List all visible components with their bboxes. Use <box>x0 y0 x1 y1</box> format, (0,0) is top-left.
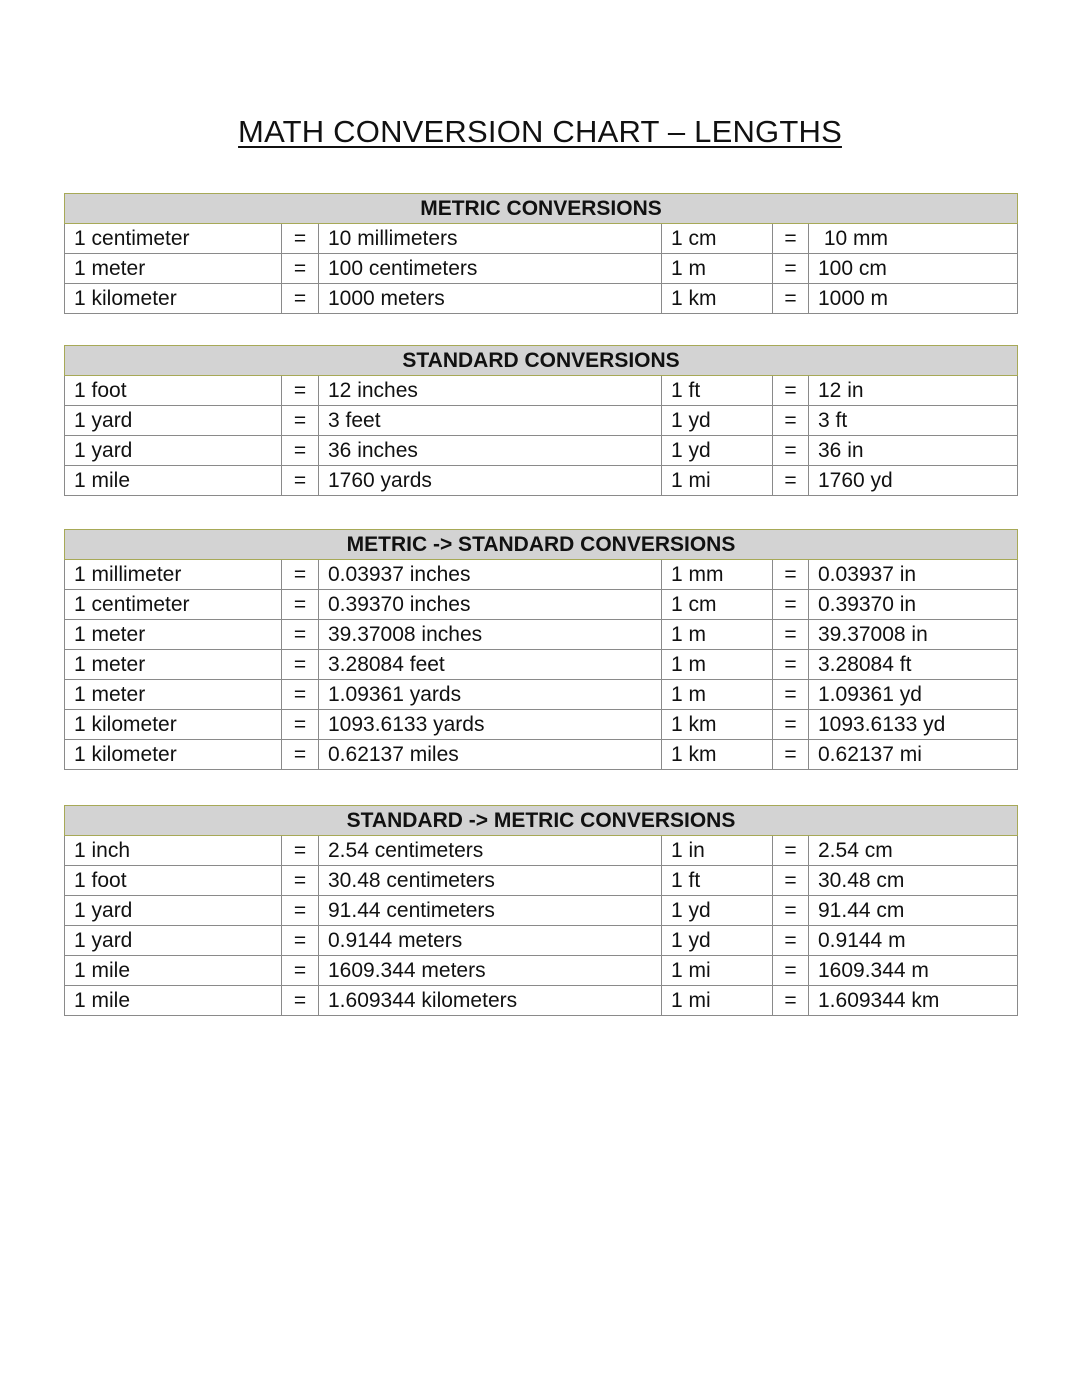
section-heading: STANDARD -> METRIC CONVERSIONS <box>65 806 1018 836</box>
table-row <box>65 866 1018 896</box>
equals-sign: = <box>773 986 809 1016</box>
equals-sign: = <box>773 376 809 406</box>
unit-name: 1 mile <box>65 956 282 986</box>
table-row <box>65 740 1018 770</box>
unit-value: 1093.6133 yards <box>319 710 662 740</box>
unit-abbr: 1 km <box>662 710 773 740</box>
unit-abbr: 1 yd <box>662 406 773 436</box>
unit-value: 1.09361 yards <box>319 680 662 710</box>
unit-value: 0.9144 meters <box>319 926 662 956</box>
equals-sign: = <box>773 836 809 866</box>
table-row <box>65 406 1018 436</box>
abbr-value: 12 in <box>809 376 1018 406</box>
equals-sign: = <box>773 590 809 620</box>
unit-value: 2.54 centimeters <box>319 836 662 866</box>
unit-abbr: 1 m <box>662 650 773 680</box>
unit-name: 1 mile <box>65 466 282 496</box>
abbr-value: 100 cm <box>809 254 1018 284</box>
table-row <box>65 986 1018 1016</box>
equals-sign: = <box>773 740 809 770</box>
unit-value: 91.44 centimeters <box>319 896 662 926</box>
section-heading: METRIC -> STANDARD CONVERSIONS <box>65 530 1018 560</box>
table-row <box>65 590 1018 620</box>
abbr-value: 36 in <box>809 436 1018 466</box>
unit-abbr: 1 mm <box>662 560 773 590</box>
unit-abbr: 1 mi <box>662 956 773 986</box>
unit-name: 1 yard <box>65 436 282 466</box>
equals-sign: = <box>773 956 809 986</box>
equals-sign: = <box>773 710 809 740</box>
unit-name: 1 millimeter <box>65 560 282 590</box>
equals-sign: = <box>282 620 319 650</box>
unit-name: 1 yard <box>65 406 282 436</box>
table-row <box>65 466 1018 496</box>
equals-sign: = <box>282 926 319 956</box>
equals-sign: = <box>282 896 319 926</box>
table-row <box>65 896 1018 926</box>
unit-value: 100 centimeters <box>319 254 662 284</box>
unit-name: 1 meter <box>65 620 282 650</box>
unit-abbr: 1 m <box>662 680 773 710</box>
unit-value: 0.62137 miles <box>319 740 662 770</box>
abbr-value: 1609.344 m <box>809 956 1018 986</box>
equals-sign: = <box>773 284 809 314</box>
unit-abbr: 1 cm <box>662 224 773 254</box>
unit-name: 1 meter <box>65 650 282 680</box>
unit-abbr: 1 yd <box>662 926 773 956</box>
equals-sign: = <box>282 406 319 436</box>
table-row <box>65 224 1018 254</box>
equals-sign: = <box>282 650 319 680</box>
unit-name: 1 centimeter <box>65 590 282 620</box>
abbr-value: 1760 yd <box>809 466 1018 496</box>
table-row <box>65 620 1018 650</box>
equals-sign: = <box>773 866 809 896</box>
metric-to-standard-table <box>64 529 1018 770</box>
table-row <box>65 254 1018 284</box>
section-heading: STANDARD CONVERSIONS <box>65 346 1018 376</box>
unit-name: 1 yard <box>65 896 282 926</box>
table-row <box>65 836 1018 866</box>
table-row <box>65 436 1018 466</box>
unit-abbr: 1 mi <box>662 986 773 1016</box>
unit-abbr: 1 yd <box>662 436 773 466</box>
abbr-value: 91.44 cm <box>809 896 1018 926</box>
abbr-value: 1.609344 km <box>809 986 1018 1016</box>
unit-abbr: 1 m <box>662 254 773 284</box>
abbr-value: 2.54 cm <box>809 836 1018 866</box>
abbr-value: 10 mm <box>809 224 1018 254</box>
unit-value: 3 feet <box>319 406 662 436</box>
equals-sign: = <box>282 710 319 740</box>
unit-abbr: 1 km <box>662 740 773 770</box>
unit-name: 1 meter <box>65 680 282 710</box>
unit-name: 1 kilometer <box>65 710 282 740</box>
equals-sign: = <box>282 466 319 496</box>
table-row <box>65 956 1018 986</box>
equals-sign: = <box>773 466 809 496</box>
abbr-value: 39.37008 in <box>809 620 1018 650</box>
abbr-value: 0.39370 in <box>809 590 1018 620</box>
equals-sign: = <box>773 436 809 466</box>
abbr-value: 30.48 cm <box>809 866 1018 896</box>
equals-sign: = <box>282 224 319 254</box>
table-row <box>65 284 1018 314</box>
unit-abbr: 1 in <box>662 836 773 866</box>
unit-abbr: 1 cm <box>662 590 773 620</box>
abbr-value: 1.09361 yd <box>809 680 1018 710</box>
unit-value: 10 millimeters <box>319 224 662 254</box>
equals-sign: = <box>282 836 319 866</box>
unit-name: 1 foot <box>65 376 282 406</box>
unit-abbr: 1 ft <box>662 376 773 406</box>
section-heading: METRIC CONVERSIONS <box>65 194 1018 224</box>
standard-conversions-table <box>64 345 1018 496</box>
unit-value: 39.37008 inches <box>319 620 662 650</box>
unit-name: 1 centimeter <box>65 224 282 254</box>
abbr-value: 3 ft <box>809 406 1018 436</box>
table-row <box>65 650 1018 680</box>
equals-sign: = <box>282 254 319 284</box>
unit-name: 1 kilometer <box>65 284 282 314</box>
equals-sign: = <box>282 376 319 406</box>
unit-name: 1 meter <box>65 254 282 284</box>
equals-sign: = <box>773 560 809 590</box>
equals-sign: = <box>282 560 319 590</box>
abbr-value: 1093.6133 yd <box>809 710 1018 740</box>
unit-abbr: 1 m <box>662 620 773 650</box>
page-title: MATH CONVERSION CHART – LENGTHS <box>238 114 842 149</box>
unit-name: 1 yard <box>65 926 282 956</box>
equals-sign: = <box>773 650 809 680</box>
abbr-value: 0.62137 mi <box>809 740 1018 770</box>
unit-value: 30.48 centimeters <box>319 866 662 896</box>
equals-sign: = <box>773 680 809 710</box>
equals-sign: = <box>282 680 319 710</box>
unit-name: 1 foot <box>65 866 282 896</box>
unit-value: 1609.344 meters <box>319 956 662 986</box>
unit-value: 0.03937 inches <box>319 560 662 590</box>
equals-sign: = <box>773 224 809 254</box>
unit-name: 1 mile <box>65 986 282 1016</box>
equals-sign: = <box>282 866 319 896</box>
table-row <box>65 710 1018 740</box>
abbr-value: 1000 m <box>809 284 1018 314</box>
unit-value: 0.39370 inches <box>319 590 662 620</box>
unit-abbr: 1 mi <box>662 466 773 496</box>
unit-value: 3.28084 feet <box>319 650 662 680</box>
table-row <box>65 376 1018 406</box>
equals-sign: = <box>282 284 319 314</box>
abbr-value: 3.28084 ft <box>809 650 1018 680</box>
equals-sign: = <box>282 956 319 986</box>
equals-sign: = <box>773 254 809 284</box>
unit-name: 1 kilometer <box>65 740 282 770</box>
unit-name: 1 inch <box>65 836 282 866</box>
unit-abbr: 1 yd <box>662 896 773 926</box>
table-row <box>65 560 1018 590</box>
unit-value: 1.609344 kilometers <box>319 986 662 1016</box>
equals-sign: = <box>773 406 809 436</box>
unit-value: 1760 yards <box>319 466 662 496</box>
metric-conversions-table <box>64 193 1018 314</box>
abbr-value: 0.9144 m <box>809 926 1018 956</box>
table-row <box>65 680 1018 710</box>
unit-value: 36 inches <box>319 436 662 466</box>
equals-sign: = <box>282 740 319 770</box>
equals-sign: = <box>773 926 809 956</box>
equals-sign: = <box>773 620 809 650</box>
equals-sign: = <box>773 896 809 926</box>
equals-sign: = <box>282 986 319 1016</box>
unit-value: 1000 meters <box>319 284 662 314</box>
unit-abbr: 1 km <box>662 284 773 314</box>
equals-sign: = <box>282 590 319 620</box>
standard-to-metric-table <box>64 805 1018 1016</box>
unit-abbr: 1 ft <box>662 866 773 896</box>
unit-value: 12 inches <box>319 376 662 406</box>
abbr-value: 0.03937 in <box>809 560 1018 590</box>
equals-sign: = <box>282 436 319 466</box>
table-row <box>65 926 1018 956</box>
